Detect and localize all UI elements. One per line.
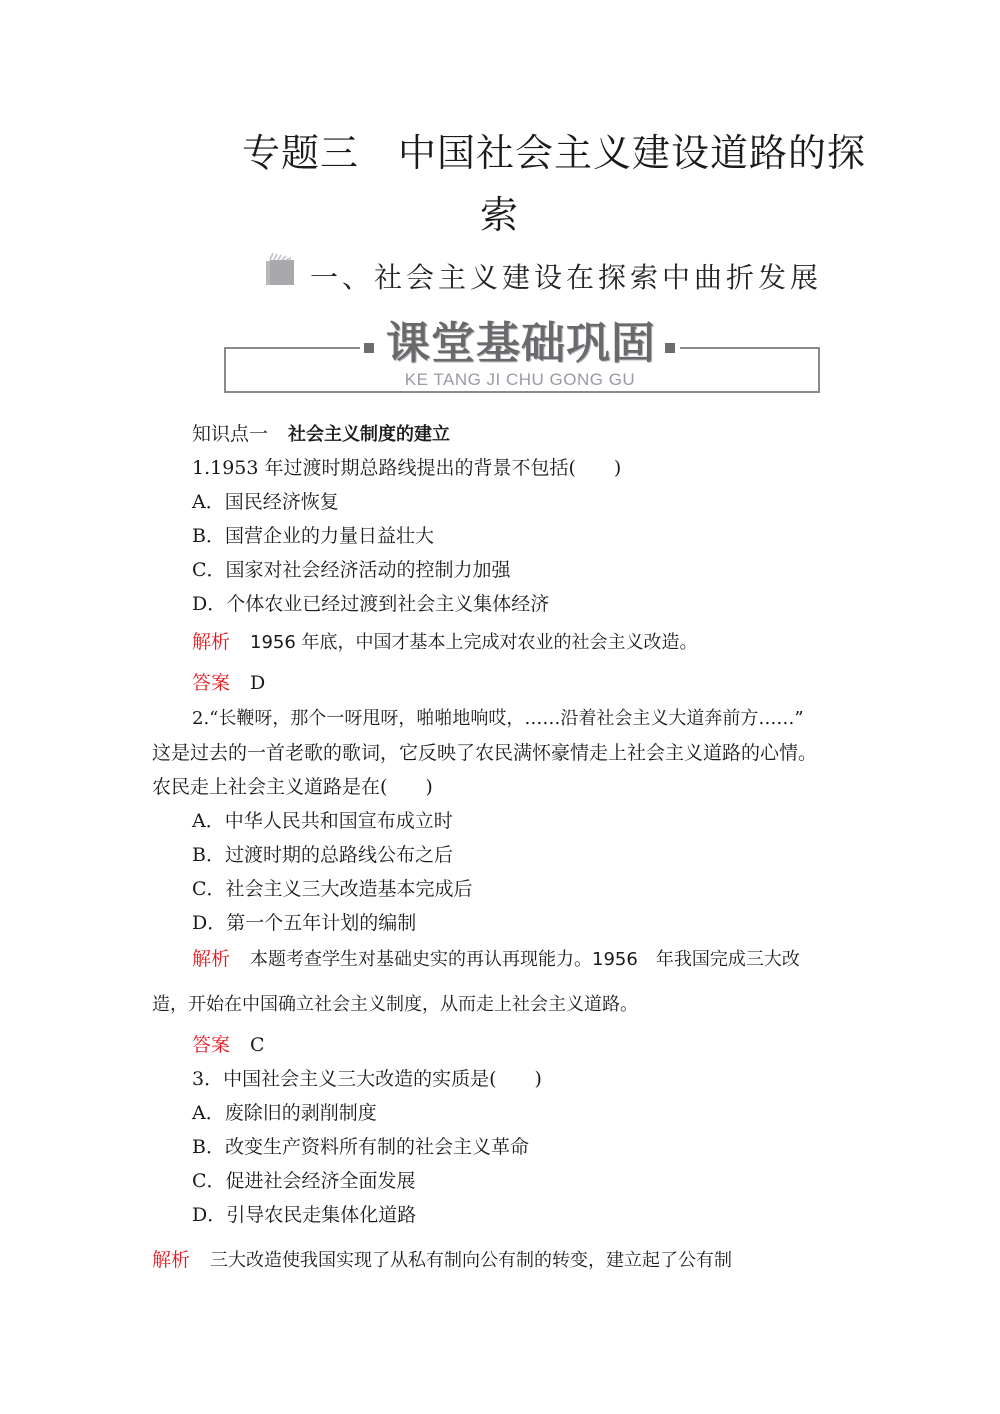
answer-label: 答案 bbox=[192, 672, 231, 694]
analysis-label: 解析 bbox=[192, 948, 231, 970]
question-2-option-b: B．过渡时期的总路线公布之后 bbox=[192, 844, 453, 866]
question-3-analysis bbox=[152, 1245, 732, 1272]
question-2-analysis-line2: 造，开始在中国确立社会主义制度，从而走上社会主义道路。 bbox=[152, 994, 638, 1015]
question-2-answer bbox=[192, 1030, 265, 1057]
question-2-option-d: D．第一个五年计划的编制 bbox=[192, 912, 417, 934]
answer-value: D bbox=[250, 672, 266, 694]
question-3-option-a: A．废除旧的剥削制度 bbox=[192, 1102, 377, 1124]
section-heading: 一、社会主义建设在探索中曲折发展 bbox=[310, 261, 823, 294]
page-title-line1: 专题三 中国社会主义建设道路的探 bbox=[242, 131, 867, 175]
banner-square-left bbox=[364, 343, 374, 353]
analysis-label: 解析 bbox=[192, 631, 231, 653]
question-2-stem-line3: 农民走上社会主义道路是在( ) bbox=[152, 776, 433, 798]
question-2-stem-line2: 这是过去的一首老歌的歌词，它反映了农民满怀豪情走上社会主义道路的心情。 bbox=[152, 742, 818, 764]
question-1-stem: 1.1953 年过渡时期总路线提出的背景不包括( ) bbox=[192, 457, 622, 479]
knowledge-point-title: 社会主义制度的建立 bbox=[288, 424, 451, 445]
analysis-text: 本题考查学生对基础史实的再认再现能力。1956 年我国完成三大改 bbox=[250, 949, 800, 970]
answer-label: 答案 bbox=[192, 1034, 231, 1056]
book-icon bbox=[265, 252, 295, 286]
question-3-option-b: B．改变生产资料所有制的社会主义革命 bbox=[192, 1136, 529, 1158]
question-1-analysis bbox=[192, 627, 698, 654]
analysis-text: 1956 年底，中国才基本上完成对农业的社会主义改造。 bbox=[250, 632, 698, 653]
question-2-option-a: A．中华人民共和国宣布成立时 bbox=[192, 810, 453, 832]
knowledge-point-label: 知识点一 bbox=[192, 423, 269, 445]
page-title-line2: 索 bbox=[480, 193, 520, 237]
question-3-stem: 3．中国社会主义三大改造的实质是( ) bbox=[192, 1068, 542, 1090]
knowledge-point-heading bbox=[192, 419, 450, 446]
question-1-option-b: B．国营企业的力量日益壮大 bbox=[192, 525, 434, 547]
question-2-stem-line1: 2.“长鞭呀，那个一呀甩呀，啪啪地响哎，……沿着社会主义大道奔前方……” bbox=[192, 708, 804, 729]
question-1-option-a: A．国民经济恢复 bbox=[192, 491, 339, 513]
question-2-analysis-line1 bbox=[192, 944, 800, 971]
question-2-option-c: C．社会主义三大改造基本完成后 bbox=[192, 878, 473, 900]
analysis-label: 解析 bbox=[152, 1249, 191, 1271]
question-3-option-d: D．引导农民走集体化道路 bbox=[192, 1204, 417, 1226]
analysis-text: 三大改造使我国实现了从私有制向公有制的转变，建立起了公有制 bbox=[210, 1250, 733, 1271]
question-1-answer bbox=[192, 668, 265, 695]
question-3-option-c: C．促进社会经济全面发展 bbox=[192, 1170, 416, 1192]
banner-subtitle: KE TANG JI CHU GONG GU bbox=[404, 370, 636, 389]
answer-value: C bbox=[250, 1034, 265, 1056]
banner-square-right bbox=[665, 343, 675, 353]
question-1-option-d: D．个体农业已经过渡到社会主义集体经济 bbox=[192, 593, 550, 615]
question-1-option-c: C．国家对社会经济活动的控制力加强 bbox=[192, 559, 511, 581]
banner-title: 课堂基础巩固 bbox=[386, 318, 656, 369]
